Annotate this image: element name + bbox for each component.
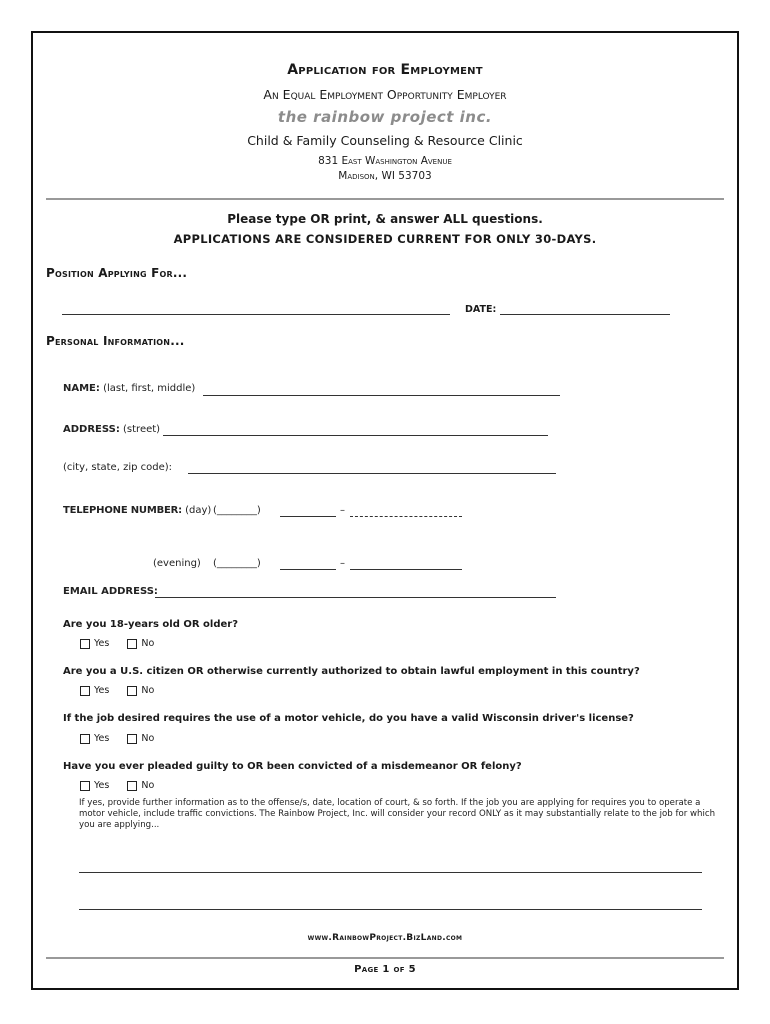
convictions-yes-label: Yes [94,780,110,791]
name-label-group [63,383,195,394]
telephone-label: TELEPHONE NUMBER: [63,505,182,516]
footer-divider [46,957,724,959]
convictions-yes-checkbox[interactable] [80,781,90,791]
page-number: Page 1 of 5 [354,964,416,975]
convictions-no-checkbox[interactable] [127,781,137,791]
personal-section-heading: Personal Information... [46,334,185,348]
address-label: ADDRESS: [63,424,120,435]
phone-day-prefix-field[interactable] [280,516,336,517]
date-label: DATE: [465,304,497,315]
citizenship-no-checkbox[interactable] [127,686,137,696]
telephone-label-group [63,505,211,516]
age-yes-checkbox[interactable] [80,639,90,649]
clinic-name: Child & Family Counseling & Resource Clinic [247,133,523,148]
question-drivers-license-options [80,733,154,744]
page-subtitle: An Equal Employment Opportunity Employer [263,87,507,102]
age-no-label: No [141,638,155,649]
email-label: EMAIL ADDRESS: [63,586,158,597]
city-state-zip-field[interactable] [188,473,556,474]
citizenship-no-label: No [141,685,155,696]
license-yes-label: Yes [94,733,110,744]
phone-day-number-field[interactable] [350,516,462,517]
phone-evening-label: (evening) [153,558,201,569]
position-field[interactable] [62,314,450,315]
phone-day-area-code[interactable]: (________) [213,505,261,516]
address-hint: (street) [123,424,161,435]
question-age: Are you 18-years old OR older? [63,619,238,630]
question-convictions: Have you ever pleaded guilty to OR been convicted of a misdemeanor OR felony? [63,761,522,772]
phone-evening-prefix-field[interactable] [280,569,336,570]
organization-logo-text: the rainbow project inc. [277,108,493,126]
question-age-options [80,638,154,649]
name-hint: (last, first, middle) [103,383,196,394]
name-field[interactable] [203,395,560,396]
street-address-field[interactable] [163,435,548,436]
city-state-zip-label: (city, state, zip code): [63,462,173,473]
website-url: www.RainbowProject.BizLand.com [307,933,463,943]
phone-evening-dash: – [340,558,345,569]
address-label-group [63,424,160,435]
citizenship-yes-label: Yes [94,685,110,696]
license-no-label: No [141,733,155,744]
phone-day-label: (day) [185,505,212,516]
conviction-details-line-1[interactable] [79,872,702,873]
phone-evening-area-code[interactable]: (________) [213,558,261,569]
street-address: 831 East Washington Avenue [318,155,452,167]
date-field[interactable] [500,314,670,315]
question-citizenship: Are you a U.S. citizen OR otherwise currently authorized to obtain lawful employment in this country? [63,666,640,677]
header-divider [46,198,724,200]
email-field[interactable] [155,597,556,598]
phone-evening-number-field[interactable] [350,569,462,570]
question-convictions-options [80,780,154,791]
instructions-line-2: APPLICATIONS ARE CONSIDERED CURRENT FOR ONLY 30-DAYS. [173,232,597,246]
conviction-details-line-2[interactable] [79,909,702,910]
question-drivers-license: If the job desired requires the use of a motor vehicle, do you have a valid Wisconsin driver's license? [63,713,634,724]
license-no-checkbox[interactable] [127,734,137,744]
city-address: Madison, WI 53703 [338,170,432,182]
question-citizenship-options [80,685,154,696]
age-no-checkbox[interactable] [127,639,137,649]
citizenship-yes-checkbox[interactable] [80,686,90,696]
instructions-line-1: Please type OR print, & answer ALL questions. [227,212,543,226]
name-label: NAME: [63,383,100,394]
page-title: Application for Employment [287,62,483,78]
age-yes-label: Yes [94,638,110,649]
conviction-instructions: If yes, provide further information as to the offense/s, date, location of court, & so forth. If the job you are applying for requires you to operate a motor vehicle, include traffic convictions. The Rainbow Project, Inc. will consider your record ONLY as it may substantially relate to the job for which you are applying... [79,798,716,830]
convictions-no-label: No [141,780,155,791]
license-yes-checkbox[interactable] [80,734,90,744]
email-label-group [63,586,158,597]
position-section-heading: Position Applying For... [46,266,188,280]
phone-day-dash: – [340,505,345,516]
